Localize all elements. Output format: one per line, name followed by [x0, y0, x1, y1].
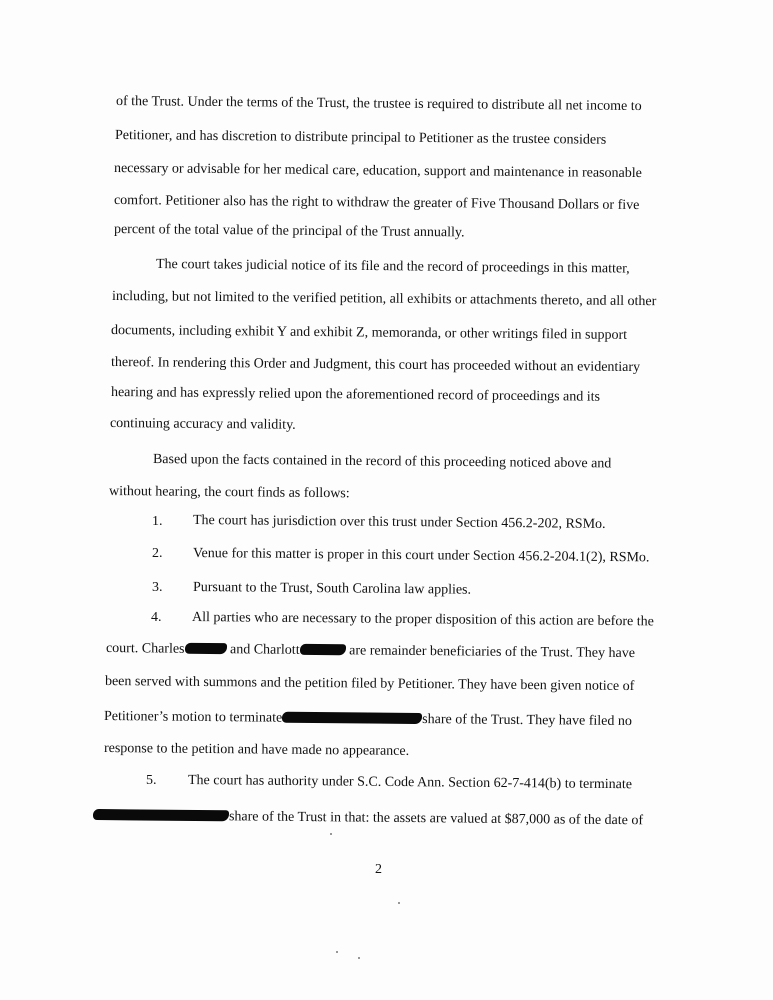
body-line: without hearing, the court finds as follows: [108, 484, 350, 502]
line-segment: share of the Trust in that: the assets are valued at $87,000 as of the date of [228, 809, 644, 829]
item-number: 2. [152, 546, 163, 561]
scan-speck [336, 951, 338, 953]
finding-line: All parties who are necessary to the proper disposition of this action are before the [191, 610, 654, 630]
line-segment: are remainder beneficiaries of the Trust. They have [345, 643, 636, 662]
body-line: necessary or advisable for her medical care, education, support and maintenance in reasonable [113, 161, 642, 182]
body-line: comfort. Petitioner also has the right to withdraw the greater of Five Thousand Dollars or five [113, 193, 640, 214]
line-segment: share of the Trust. They have filed no [422, 712, 632, 730]
scan-speck [398, 902, 400, 904]
body-line: of the Trust. Under the terms of the Trust, the trustee is required to distribute all net income to [115, 94, 642, 115]
body-line [93, 807, 643, 830]
body-line: response to the petition and have made no appearance. [103, 741, 410, 759]
body-line [104, 708, 632, 731]
body-line: The court takes judicial notice of its file and the record of proceedings in this matter, [155, 257, 630, 277]
line-segment: Petitioner’s motion to terminate [103, 709, 283, 726]
item-number: 3. [152, 580, 163, 595]
finding-line: Pursuant to the Trust, South Carolina law applies. [192, 580, 472, 598]
body-line: thereof. In rendering this Order and Judgment, this court has proceeded without an evidentiary [110, 355, 641, 376]
body-line: hearing and has expressly relied upon the aforementioned record of proceedings and its [110, 385, 601, 405]
redaction-mark [184, 643, 226, 654]
body-line: documents, including exhibit Y and exhibit Z, memoranda, or other writings filed in support [110, 323, 628, 343]
finding-line: The court has authority under S.C. Code Ann. Section 62-7-414(b) to terminate [187, 773, 633, 793]
body-line: been served with summons and the petition filed by Petitioner. They have been given notice of [104, 674, 635, 695]
finding-line: Venue for this matter is proper in this court under Section 456.2-204.1(2), RSMo. [192, 546, 650, 566]
body-line: including, but not limited to the verified petition, all exhibits or attachments thereto, and all other [111, 289, 657, 310]
finding-line: The court has jurisdiction over this trust under Section 456.2-202, RSMo. [192, 513, 606, 532]
redaction-mark [300, 644, 346, 655]
body-line [106, 640, 635, 663]
body-line: continuing accuracy and validity. [109, 416, 296, 433]
scan-speck [358, 957, 360, 959]
scan-speck [330, 833, 332, 835]
item-number: 1. [152, 514, 163, 529]
body-line: percent of the total value of the principal of the Trust annually. [113, 222, 465, 241]
redaction-mark [93, 809, 229, 821]
body-line: Petitioner, and has discretion to distribute principal to Petitioner as the trustee considers [114, 128, 607, 148]
item-number: 5. [146, 773, 157, 788]
line-segment: court. Charles [105, 641, 185, 657]
body-line: Based upon the facts contained in the record of this proceeding noticed above and [152, 452, 612, 472]
page-number: 2 [375, 862, 382, 877]
redaction-mark [282, 712, 422, 724]
line-segment: and Charlott [226, 642, 300, 658]
item-number: 4. [151, 610, 162, 625]
